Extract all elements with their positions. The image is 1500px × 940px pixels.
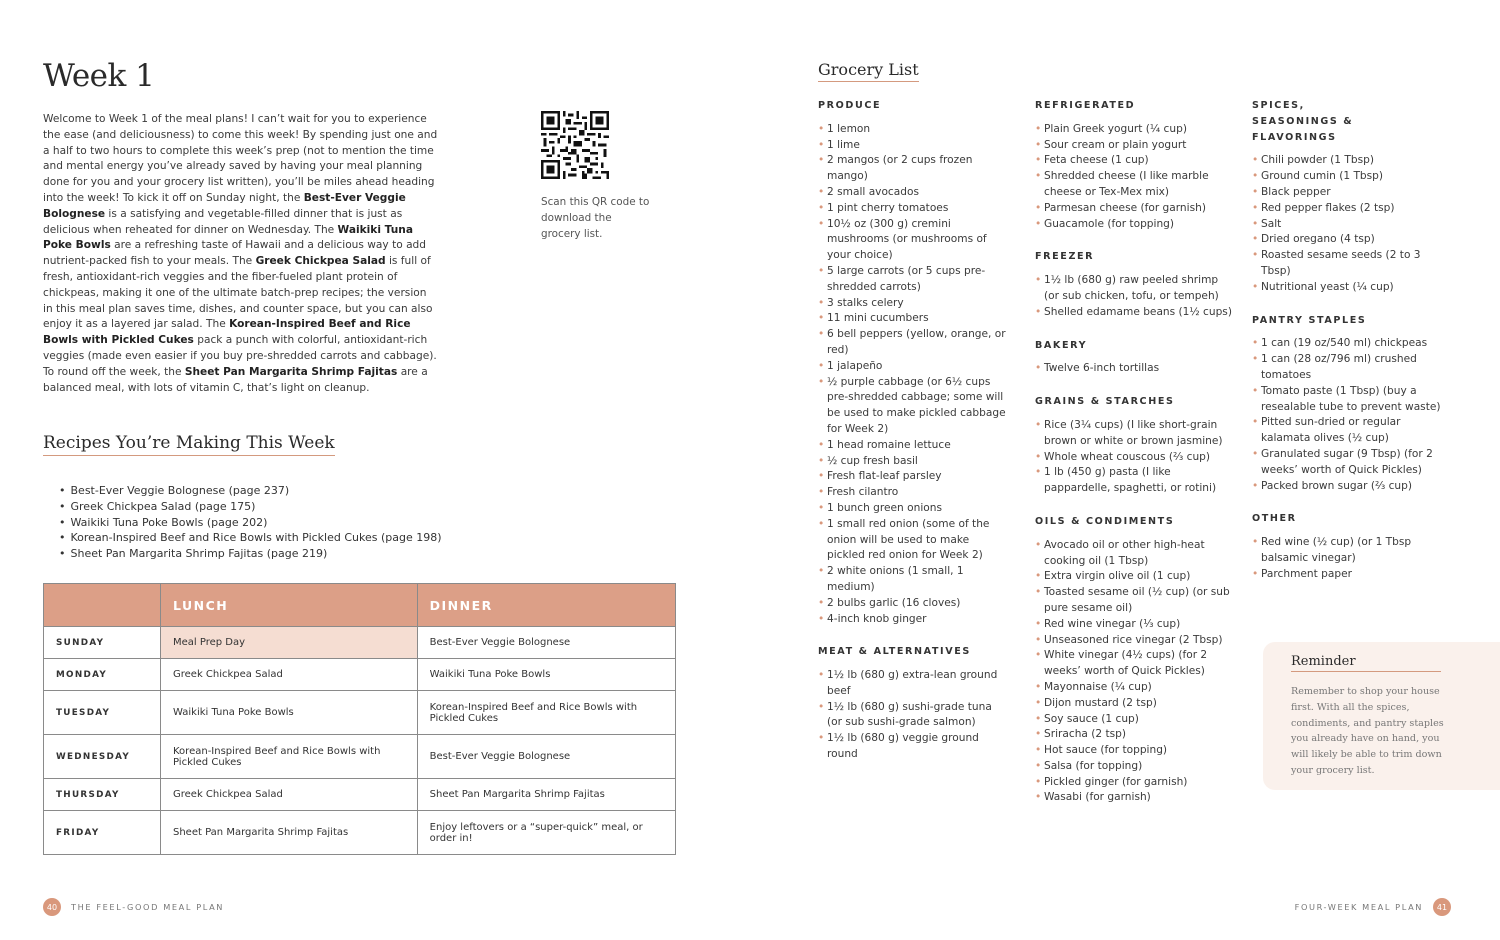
- dinner-header: DINNER: [417, 584, 675, 627]
- grocery-item: • Red pepper flakes (2 tsp): [1252, 201, 1452, 217]
- grocery-item: • Granulated sugar (9 Tbsp) (for 2 weeks’ worth of Quick Pickles): [1252, 447, 1452, 479]
- grocery-item: • Guacamole (for topping): [1035, 217, 1235, 233]
- footer-right: [1285, 898, 1451, 916]
- intro-paragraph: [43, 112, 438, 396]
- reminder-title: Reminder: [1291, 654, 1441, 672]
- grocery-item: • Parchment paper: [1252, 567, 1452, 583]
- recipe-list-item: • Sheet Pan Margarita Shrimp Fajitas (page 219): [59, 546, 442, 562]
- grocery-section: [1035, 514, 1235, 806]
- grocery-item: • White vinegar (4½ cups) (for 2 weeks’ worth of Quick Pickles): [1035, 648, 1235, 680]
- lunch-cell: Greek Chickpea Salad: [161, 779, 418, 811]
- recipe-list-item: • Greek Chickpea Salad (page 175): [59, 499, 442, 515]
- grocery-item: • Pitted sun-dried or regular kalamata olives (½ cup): [1252, 415, 1452, 447]
- grocery-section-title: GRAINS & STARCHES: [1035, 396, 1175, 408]
- intro-text: pack a punch with colorful, antioxidant-rich veggies (made even easier if you buy pre-shredded carrots and cabbage). To round off the week, the: [43, 334, 437, 378]
- dinner-cell: Best-Ever Veggie Bolognese: [417, 735, 675, 779]
- page-title: Week 1: [43, 58, 155, 94]
- grocery-section-title: PANTRY STAPLES: [1252, 314, 1367, 326]
- grocery-item: • Fresh cilantro: [818, 485, 1008, 501]
- reminder-text: Remember to shop your house first. With all the spices, condiments, and pantry staples you already have on hand, you will likely be able to trim down your grocery list.: [1291, 686, 1444, 776]
- grocery-item: • Nutritional yeast (¼ cup): [1252, 280, 1452, 296]
- grocery-section-title: OILS & CONDIMENTS: [1035, 515, 1175, 527]
- recipe-name-bold: Sheet Pan Margarita Shrimp Fajitas: [184, 365, 398, 378]
- grocery-column-2: [1035, 98, 1235, 823]
- grocery-section-title: BAKERY: [1035, 339, 1088, 351]
- grocery-section: [818, 644, 1008, 763]
- grocery-item: • 2 small avocados: [818, 185, 1008, 201]
- grocery-item: • 11 mini cucumbers: [818, 311, 1008, 327]
- intro-text: are a refreshing taste of Hawaii and a delicious way to add nutrient-packed fish to your meals. The: [43, 239, 427, 268]
- grocery-item: • Tomato paste (1 Tbsp) (buy a resealable tube to prevent waste): [1252, 384, 1452, 416]
- footer-left: [43, 898, 234, 916]
- day-cell: MONDAY: [44, 659, 161, 691]
- grocery-item: • Pickled ginger (for garnish): [1035, 775, 1235, 791]
- grocery-item: • ½ cup fresh basil: [818, 454, 1008, 470]
- grocery-item: • 1 small red onion (some of the onion will be used to make pickled red onion for Week 2): [818, 517, 1008, 564]
- grocery-item: • Hot sauce (for topping): [1035, 743, 1235, 759]
- grocery-item: • Salt: [1252, 217, 1452, 233]
- grocery-item: • 2 white onions (1 small, 1 medium): [818, 564, 1008, 596]
- grocery-item: • Extra virgin olive oil (1 cup): [1035, 569, 1235, 585]
- grocery-item: • Black pepper: [1252, 185, 1452, 201]
- grocery-section: [1035, 249, 1235, 320]
- grocery-item: • 1½ lb (680 g) raw peeled shrimp (or sub chicken, tofu, or tempeh): [1035, 273, 1235, 305]
- grocery-item: • Wasabi (for garnish): [1035, 790, 1235, 806]
- recipe-name-bold: Korean-Inspired Beef and Rice Bowls with Pickled Cukes: [43, 318, 411, 347]
- table-row: [44, 691, 676, 735]
- intro-text: is a satisfying and vegetable-filled dinner that is just as delicious when reheated for dinner on Wednesday. The: [43, 207, 403, 236]
- grocery-item: • 1 bunch green onions: [818, 501, 1008, 517]
- grocery-section-title: SPICES, SEASONINGS & FLAVORINGS: [1252, 100, 1354, 143]
- grocery-item: • Chili powder (1 Tbsp): [1252, 153, 1452, 169]
- grocery-item: • Packed brown sugar (⅔ cup): [1252, 479, 1452, 495]
- grocery-item: • 1½ lb (680 g) extra-lean ground beef: [818, 668, 1008, 700]
- grocery-item: • 1 lb (450 g) pasta (I like pappardelle, spaghetti, or rotini): [1035, 465, 1235, 497]
- grocery-item: • 1 lemon: [818, 122, 1008, 138]
- grocery-item: • Unseasoned rice vinegar (2 Tbsp): [1035, 633, 1235, 649]
- grocery-item: • Shredded cheese (I like marble cheese or Tex-Mex mix): [1035, 169, 1235, 201]
- lunch-cell: Sheet Pan Margarita Shrimp Fajitas: [161, 811, 418, 855]
- grocery-item: • 1 head romaine lettuce: [818, 438, 1008, 454]
- grocery-item: • Sour cream or plain yogurt: [1035, 138, 1235, 154]
- day-cell: TUESDAY: [44, 691, 161, 735]
- recipe-list-item: • Best-Ever Veggie Bolognese (page 237): [59, 483, 442, 499]
- footer-text: FOUR-WEEK MEAL PLAN: [1294, 902, 1423, 912]
- grocery-item: • Twelve 6-inch tortillas: [1035, 361, 1235, 377]
- grocery-item: • Roasted sesame seeds (2 to 3 Tbsp): [1252, 248, 1452, 280]
- day-cell: THURSDAY: [44, 779, 161, 811]
- recipe-name-bold: Best-Ever Veggie Bolognese: [43, 191, 406, 220]
- grocery-item: • 1 can (19 oz/540 ml) chickpeas: [1252, 336, 1452, 352]
- grocery-item: • Salsa (for topping): [1035, 759, 1235, 775]
- grocery-item: • 5 large carrots (or 5 cups pre-shredded carrots): [818, 264, 1008, 296]
- grocery-item: • 2 mangos (or 2 cups frozen mango): [818, 153, 1008, 185]
- grocery-section: [818, 98, 1008, 627]
- grocery-item: • 3 stalks celery: [818, 296, 1008, 312]
- grocery-section-title: MEAT & ALTERNATIVES: [818, 646, 971, 658]
- day-cell: FRIDAY: [44, 811, 161, 855]
- grocery-item: • Mayonnaise (¼ cup): [1035, 680, 1235, 696]
- day-cell: SUNDAY: [44, 627, 161, 659]
- intro-text: Welcome to Week 1 of the meal plans! I can’t wait for you to experience the ease (and deliciousness) to come this week! By spending just one and a half to two hours to complete this week’s prep (not to mention the time and mental energy you’ve already saved by having your meal planning done for you and your grocery list written), you’ll be miles ahead heading into the week! To kick it off on Sunday night, the: [43, 113, 438, 204]
- grocery-section: [1252, 98, 1452, 296]
- grocery-section: [1252, 313, 1452, 495]
- table-row: [44, 659, 676, 691]
- grocery-item: • Dried oregano (4 tsp): [1252, 232, 1452, 248]
- recipe-name-bold: Greek Chickpea Salad: [255, 255, 386, 268]
- grocery-item: • Avocado oil or other high-heat cooking oil (1 Tbsp): [1035, 538, 1235, 570]
- lunch-cell: Meal Prep Day: [161, 627, 418, 659]
- grocery-item: • 1½ lb (680 g) veggie ground round: [818, 731, 1008, 763]
- grocery-item: • Fresh flat-leaf parsley: [818, 469, 1008, 485]
- grocery-item: • 6 bell peppers (yellow, orange, or red): [818, 327, 1008, 359]
- grocery-item: • Shelled edamame beans (1½ cups): [1035, 305, 1235, 321]
- meal-plan-table: [43, 583, 676, 855]
- grocery-section: [1035, 98, 1235, 232]
- table-row: [44, 627, 676, 659]
- table-row: [44, 735, 676, 779]
- grocery-item: • 1 pint cherry tomatoes: [818, 201, 1008, 217]
- intro-text: are a balanced meal, with lots of vitamin C, that’s light on cleanup.: [43, 365, 428, 394]
- grocery-section: [1035, 394, 1235, 497]
- recipe-list: [59, 483, 442, 562]
- lunch-cell: Greek Chickpea Salad: [161, 659, 418, 691]
- grocery-item: • 2 bulbs garlic (16 cloves): [818, 596, 1008, 612]
- lunch-cell: Waikiki Tuna Poke Bowls: [161, 691, 418, 735]
- grocery-column-3: [1252, 98, 1452, 600]
- dinner-cell: Korean-Inspired Beef and Rice Bowls with Pickled Cukes: [417, 691, 675, 735]
- page-number: 41: [1433, 898, 1451, 916]
- grocery-column-1: [818, 98, 1008, 780]
- grocery-item: • 1 can (28 oz/796 ml) crushed tomatoes: [1252, 352, 1452, 384]
- grocery-item: • Sriracha (2 tsp): [1035, 727, 1235, 743]
- dinner-cell: Waikiki Tuna Poke Bowls: [417, 659, 675, 691]
- grocery-section: [1035, 338, 1235, 378]
- table-row: [44, 779, 676, 811]
- qr-caption: Scan this QR code to download the grocery list.: [541, 196, 650, 240]
- grocery-item: • 1 jalapeño: [818, 359, 1008, 375]
- grocery-item: • Soy sauce (1 cup): [1035, 712, 1235, 728]
- dinner-cell: Best-Ever Veggie Bolognese: [417, 627, 675, 659]
- day-cell: WEDNESDAY: [44, 735, 161, 779]
- page-number: 40: [43, 898, 61, 916]
- recipe-list-item: • Korean-Inspired Beef and Rice Bowls with Pickled Cukes (page 198): [59, 530, 442, 546]
- grocery-item: • Feta cheese (1 cup): [1035, 153, 1235, 169]
- table-row: [44, 811, 676, 855]
- grocery-section-title: PRODUCE: [818, 100, 882, 111]
- recipes-heading: Recipes You’re Making This Week: [43, 433, 335, 456]
- grocery-item: • Parmesan cheese (for garnish): [1035, 201, 1235, 217]
- grocery-item: • Toasted sesame oil (½ cup) (or sub pure sesame oil): [1035, 585, 1235, 617]
- grocery-item: • ½ purple cabbage (or 6½ cups pre-shredded cabbage; some will be used to make pickled cabbage for Week 2): [818, 375, 1008, 438]
- grocery-section-title: REFRIGERATED: [1035, 100, 1136, 111]
- grocery-item: • 10½ oz (300 g) cremini mushrooms (or mushrooms of your choice): [818, 217, 1008, 264]
- grocery-section: [1252, 511, 1452, 582]
- lunch-header: LUNCH: [161, 584, 418, 627]
- grocery-list-heading: Grocery List: [818, 60, 919, 82]
- grocery-item: • Dijon mustard (2 tsp): [1035, 696, 1235, 712]
- grocery-section-title: OTHER: [1252, 513, 1297, 525]
- footer-text: THE FEEL-GOOD MEAL PLAN: [71, 902, 225, 912]
- recipe-list-item: • Waikiki Tuna Poke Bowls (page 202): [59, 515, 442, 531]
- grocery-item: • Red wine vinegar (⅓ cup): [1035, 617, 1235, 633]
- grocery-item: • Ground cumin (1 Tbsp): [1252, 169, 1452, 185]
- reminder-box: [1263, 642, 1500, 790]
- grocery-item: • 1½ lb (680 g) sushi-grade tuna (or sub sushi-grade salmon): [818, 700, 1008, 732]
- intro-text: is full of fresh, antioxidant-rich veggies and the fiber-fueled plant protein of chickpeas, making it one of the ultimate batch-prep recipes; the version in this meal plan saves time, dishes, and counter space, but you can also enjoy it as a layered jar salad. The: [43, 255, 433, 331]
- grocery-item: • Red wine (½ cup) (or 1 Tbsp balsamic vinegar): [1252, 535, 1452, 567]
- table-corner-cell: [44, 584, 161, 627]
- right-page: [750, 0, 1500, 940]
- dinner-cell: Enjoy leftovers or a “super-quick” meal, or order in!: [417, 811, 675, 855]
- grocery-item: • 1 lime: [818, 138, 1008, 154]
- grocery-item: • Whole wheat couscous (⅔ cup): [1035, 450, 1235, 466]
- table-header-row: [44, 584, 676, 627]
- grocery-section-title: FREEZER: [1035, 251, 1095, 263]
- dinner-cell: Sheet Pan Margarita Shrimp Fajitas: [417, 779, 675, 811]
- lunch-cell: Korean-Inspired Beef and Rice Bowls with Pickled Cukes: [161, 735, 418, 779]
- recipe-name-bold: Waikiki Tuna Poke Bowls: [43, 223, 413, 252]
- grocery-item: • Rice (3¼ cups) (I like short-grain brown or white or brown jasmine): [1035, 418, 1235, 450]
- grocery-item: • Plain Greek yogurt (¼ cup): [1035, 122, 1235, 138]
- qr-code-icon[interactable]: [541, 111, 609, 179]
- grocery-item: • 4-inch knob ginger: [818, 612, 1008, 628]
